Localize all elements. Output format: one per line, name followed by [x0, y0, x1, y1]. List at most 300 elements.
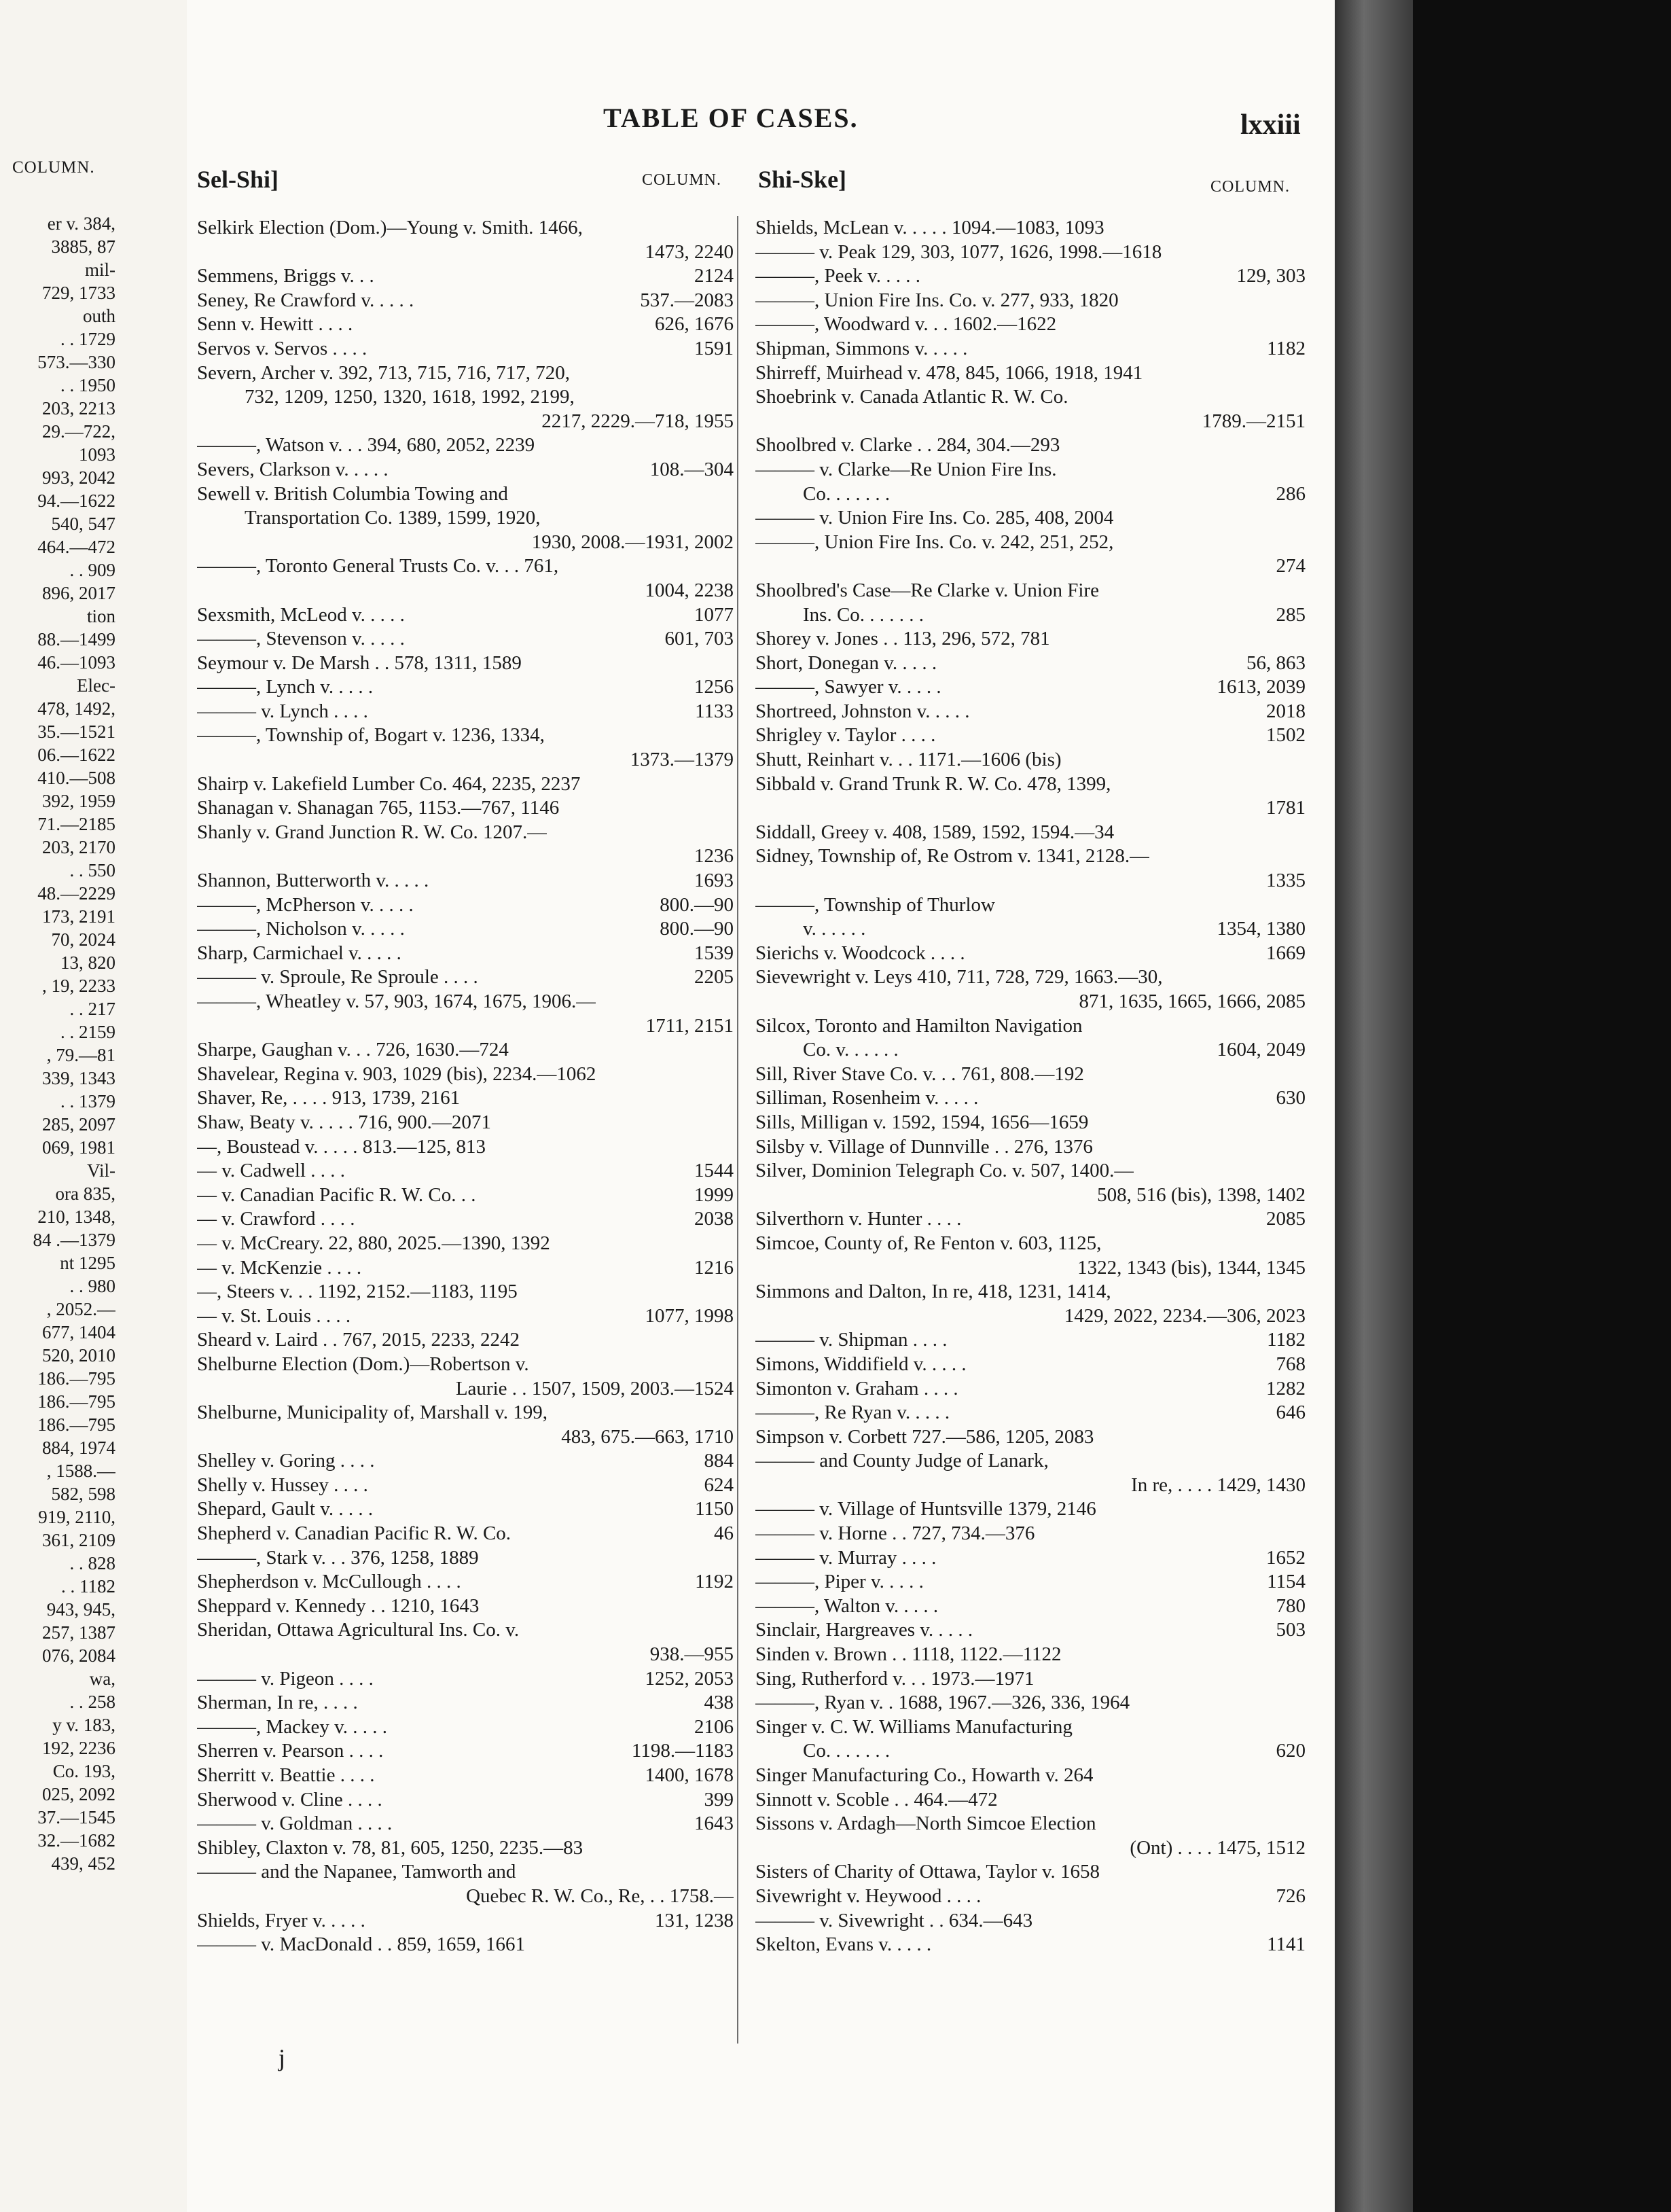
- facing-page-line: , 2052.—: [46, 1299, 115, 1319]
- case-entry: [197, 1909, 734, 1933]
- case-entry: [197, 289, 734, 313]
- case-continuation: Ins. Co. . . . . . .: [803, 603, 924, 626]
- case-title: Sharp, Carmichael v. . . . .: [197, 942, 401, 964]
- column-reference: 620: [1276, 1740, 1306, 1762]
- signature-mark: j: [278, 2044, 286, 2071]
- case-entry: [755, 1885, 1306, 1909]
- facing-page-line: . . 980: [69, 1276, 115, 1296]
- facing-page-line: wa,: [89, 1669, 115, 1689]
- facing-page-line: . . 1379: [60, 1091, 115, 1111]
- column-reference: 1604, 2049: [1217, 1039, 1306, 1061]
- case-entry: [755, 1546, 1306, 1571]
- case-title: Servos v. Servos . . . .: [197, 337, 367, 359]
- case-title: Sheppard v. Kennedy . . 1210, 1643: [197, 1594, 480, 1617]
- facing-page-line: , 1588.—: [46, 1461, 115, 1481]
- case-entry: [755, 1401, 1306, 1425]
- column-reference: 1133: [695, 700, 734, 722]
- leader-space: [478, 965, 687, 990]
- case-title: Short, Donegan v. . . . .: [755, 652, 937, 674]
- leader-space: [374, 264, 687, 289]
- case-title: Sinnott v. Scoble . . 464.—472: [755, 1788, 998, 1810]
- facing-page-line: . . 1182: [61, 1576, 115, 1596]
- column-reference: 2038: [694, 1208, 734, 1230]
- leader-space: [924, 1570, 1260, 1594]
- column-reference: 1591: [694, 337, 734, 359]
- case-entry: [197, 361, 734, 434]
- case-entry: [197, 313, 734, 337]
- column-reference: 1077: [694, 603, 734, 626]
- column-reference: 56, 863: [1246, 652, 1306, 674]
- case-title: ———, Walton v. . . . .: [755, 1594, 939, 1617]
- facing-page-line: 339, 1343: [42, 1068, 115, 1088]
- case-entry: [197, 796, 734, 821]
- case-entry: [755, 1860, 1306, 1885]
- column-divider: [737, 216, 738, 2044]
- case-title: Severs, Clarkson v. . . . .: [197, 458, 389, 480]
- case-title: Shepherdson v. McCullough . . . .: [197, 1571, 461, 1593]
- case-entry: [755, 844, 1306, 893]
- facing-page-line: 729, 1733: [42, 283, 115, 303]
- case-continuation: 1236: [694, 845, 734, 868]
- case-title: ——— v. Peak 129, 303, 1077, 1626, 1998.—1618: [755, 240, 1162, 263]
- case-entry: [755, 531, 1306, 579]
- facing-page-line: 06.—1622: [37, 745, 115, 765]
- case-entry: [755, 1812, 1306, 1860]
- leader-space: [1079, 482, 1269, 507]
- case-continuation: Co. . . . . . .: [803, 1740, 891, 1762]
- case-title: ———, Toronto General Trusts Co. v. . . 761,: [197, 555, 559, 577]
- leader-space: [965, 942, 1259, 966]
- leader-space: [920, 264, 1230, 289]
- facing-page-line: . . 2159: [60, 1022, 115, 1042]
- case-continuation: 1335: [1266, 870, 1306, 892]
- facing-page-line: 192, 2236: [42, 1738, 115, 1758]
- facing-page-fragment: [0, 0, 187, 2212]
- case-continuation: In re, . . . . 1429, 1430: [1131, 1474, 1306, 1496]
- facing-page-line: 186.—795: [37, 1414, 115, 1435]
- case-entry: [197, 1764, 734, 1788]
- leader-space: [367, 337, 687, 361]
- case-title: ——— v. Village of Huntsville 1379, 2146: [755, 1498, 1096, 1520]
- case-title: Shavelear, Regina v. 903, 1029 (bis), 2234.—1062: [197, 1063, 596, 1085]
- facing-page-line: 186.—795: [37, 1368, 115, 1389]
- facing-page-line: 582, 598: [51, 1484, 115, 1504]
- case-entry: [755, 579, 1306, 627]
- case-entry: [197, 433, 734, 458]
- case-title: ———, Peek v. . . . .: [755, 265, 920, 287]
- case-title: ———, Piper v. . . . .: [755, 1571, 924, 1593]
- case-title: Silcox, Toronto and Hamilton Navigation: [755, 1014, 1083, 1037]
- leader-space: [937, 652, 1240, 676]
- facing-page-line: 48.—2229: [37, 883, 115, 904]
- case-entry: [755, 1063, 1306, 1087]
- case-title: — v. Canadian Pacific R. W. Co. . .: [197, 1183, 476, 1206]
- case-title: ——— v. Goldman . . . .: [197, 1813, 393, 1835]
- case-entry: [755, 965, 1306, 1014]
- case-title: Simcoe, County of, Re Fenton v. 603, 1125,: [755, 1232, 1102, 1254]
- case-entry: [197, 337, 734, 361]
- facing-page-line: 069, 1981: [42, 1137, 115, 1158]
- facing-page-line: 478, 1492,: [37, 698, 115, 719]
- case-entry: [755, 821, 1306, 845]
- column-reference: 800.—90: [660, 893, 734, 916]
- case-title: Shutt, Reinhart v. . . 1171.—1606 (bis): [755, 749, 1062, 771]
- column-reference: 646: [1276, 1402, 1306, 1424]
- facing-page-line: 285, 2097: [42, 1114, 115, 1135]
- case-title: Silverthorn v. Hunter . . . .: [755, 1208, 962, 1230]
- case-entry: [197, 264, 734, 289]
- column-reference: 768: [1276, 1353, 1306, 1375]
- case-entry: [755, 361, 1306, 386]
- case-title: Sievewright v. Leys 410, 711, 728, 729, 1663.—30,: [755, 966, 1163, 988]
- leader-space: [345, 1159, 687, 1183]
- case-entry: [197, 554, 734, 603]
- leader-space: [511, 1522, 707, 1546]
- column-reference: 624: [704, 1474, 734, 1496]
- page-number: lxxiii: [1240, 109, 1301, 141]
- column-reference: 780: [1276, 1594, 1306, 1617]
- case-title: Shoolbred v. Clarke . . 284, 304.—293: [755, 434, 1060, 457]
- case-title: ———, Nicholson v. . . . .: [197, 918, 405, 940]
- case-continuation: 1004, 2238: [645, 579, 734, 601]
- case-title: ———, Union Fire Ins. Co. v. 277, 933, 1820: [755, 289, 1119, 311]
- leader-space: [373, 675, 687, 700]
- column-reference: 1182: [1267, 1329, 1306, 1351]
- facing-page-line: Vil-: [87, 1160, 115, 1181]
- case-title: Shortreed, Johnston v. . . . .: [755, 700, 970, 722]
- facing-page-line: 29.—722,: [42, 421, 115, 442]
- leader-space: [981, 1885, 1269, 1909]
- case-entry: [755, 1764, 1306, 1788]
- case-title: Shelburne, Municipality of, Marshall v. 199,: [197, 1402, 548, 1424]
- page-title: TABLE OF CASES.: [603, 103, 859, 133]
- column-reference: 1693: [694, 870, 734, 892]
- leader-space: [382, 1788, 698, 1813]
- case-entry: [755, 1715, 1306, 1764]
- column-reference: 1256: [694, 676, 734, 698]
- leader-space: [950, 1401, 1269, 1425]
- case-entry: [197, 1207, 734, 1232]
- leader-space: [405, 603, 687, 628]
- case-entry: [755, 1667, 1306, 1692]
- case-title: Silsby v. Village of Dunnville . . 276, 1376: [755, 1135, 1093, 1158]
- case-entry: [197, 458, 734, 482]
- leader-space: [368, 1474, 698, 1498]
- case-entry: [197, 1570, 734, 1594]
- case-entry: [197, 1304, 734, 1329]
- case-entry: [197, 482, 734, 555]
- case-title: — v. Crawford . . . .: [197, 1208, 355, 1230]
- case-entry: [197, 1232, 734, 1256]
- case-title: — v. McCreary. 22, 880, 2025.—1390, 1392: [197, 1232, 550, 1254]
- facing-page-line: 884, 1974: [42, 1438, 115, 1458]
- leader-space: [973, 1618, 1269, 1643]
- case-continuation: 1781: [1266, 797, 1306, 819]
- case-title: Selkirk Election (Dom.)—Young v. Smith. 1466,: [197, 217, 583, 238]
- column-reference: 399: [704, 1788, 734, 1810]
- facing-page-line: 37.—1545: [37, 1807, 115, 1827]
- case-continuation: Laurie . . 1507, 1509, 2003.—1524: [455, 1377, 734, 1399]
- case-entry: [197, 942, 734, 966]
- case-title: ———, Sawyer v. . . . .: [755, 676, 941, 698]
- leader-space: [970, 700, 1260, 724]
- facing-page-line: ora 835,: [55, 1183, 115, 1204]
- case-entry: [197, 1353, 734, 1401]
- facing-page-line: 46.—1093: [37, 652, 115, 673]
- case-entry: [197, 1618, 734, 1666]
- case-entry: [755, 1691, 1306, 1715]
- case-entry: [755, 1909, 1306, 1933]
- facing-page-line: 210, 1348,: [37, 1207, 115, 1227]
- leader-space: [1038, 917, 1210, 942]
- case-entry: [755, 1232, 1306, 1280]
- case-title: Simmons and Dalton, In re, 418, 1231, 1414,: [755, 1281, 1111, 1303]
- case-entry: [197, 1280, 734, 1304]
- case-title: Shibley, Claxton v. 78, 81, 605, 1250, 2235.—83: [197, 1836, 583, 1859]
- column-reference: 1141: [1267, 1933, 1306, 1956]
- facing-page-line: Elec-: [77, 675, 115, 696]
- facing-page-line: 84 .—1379: [33, 1230, 115, 1250]
- case-title: Shairp v. Lakefield Lumber Co. 464, 2235, 2237: [197, 772, 581, 795]
- case-continuation: Transportation Co. 1389, 1599, 1920,: [245, 507, 541, 529]
- leader-space: [414, 289, 633, 313]
- leader-space: [414, 893, 653, 918]
- case-entry: [197, 1449, 734, 1474]
- leader-space: [967, 1353, 1270, 1377]
- facing-page-line: 993, 2042: [42, 467, 115, 488]
- case-entry: [755, 748, 1306, 772]
- column-reference: 2085: [1266, 1208, 1306, 1230]
- leader-space: [1079, 1739, 1269, 1764]
- leader-space: [405, 917, 653, 942]
- case-continuation: 871, 1635, 1665, 1666, 2085: [1079, 991, 1306, 1012]
- facing-page-line: 203, 2170: [42, 837, 115, 857]
- case-entry: [755, 675, 1306, 700]
- case-entry: [755, 216, 1306, 240]
- case-entry: [197, 652, 734, 676]
- column-reference: 2205: [694, 966, 734, 988]
- case-entry: [197, 1401, 734, 1449]
- facing-page-line: er v. 384,: [47, 213, 115, 234]
- leader-space: [935, 724, 1259, 748]
- case-entry: [755, 1111, 1306, 1135]
- case-title: ——— v. Shipman . . . .: [755, 1329, 948, 1351]
- column-reference: 1502: [1266, 724, 1306, 747]
- case-entry: [755, 1353, 1306, 1377]
- case-title: ———, McPherson v. . . . .: [197, 893, 414, 916]
- case-entry: [197, 1135, 734, 1160]
- case-title: ———, Township of, Bogart v. 1236, 1334,: [197, 724, 545, 747]
- column-reference: 1216: [694, 1256, 734, 1279]
- column-reference: 1198.—1183: [631, 1740, 734, 1762]
- facing-page-line: 88.—1499: [37, 629, 115, 649]
- case-entry: [755, 1135, 1306, 1160]
- case-title: ——— v. Murray . . . .: [755, 1546, 937, 1569]
- column-reference: 46: [714, 1522, 734, 1545]
- case-title: — v. St. Louis . . . .: [197, 1304, 351, 1327]
- case-title: ———, Stevenson v. . . . .: [197, 628, 405, 650]
- case-title: Shanly v. Grand Junction R. W. Co. 1207.—: [197, 821, 547, 843]
- case-entry: [197, 1063, 734, 1087]
- case-title: Sibbald v. Grand Trunk R. W. Co. 478, 1399,: [755, 772, 1111, 795]
- case-entry: [197, 1546, 734, 1571]
- column-reference: 503: [1276, 1619, 1306, 1641]
- column-reference: 1354, 1380: [1217, 918, 1306, 940]
- leader-space: [365, 1909, 648, 1933]
- facing-page-text: [0, 212, 115, 1875]
- case-continuation: 732, 1209, 1250, 1320, 1618, 1992, 2199,: [245, 386, 575, 408]
- column-reference: 438: [704, 1692, 734, 1714]
- case-title: —, Boustead v. . . . . 813.—125, 813: [197, 1135, 486, 1158]
- case-title: Shelly v. Hussey . . . .: [197, 1474, 368, 1496]
- case-title: Seney, Re Crawford v. . . . .: [197, 289, 414, 311]
- case-entry: [197, 1691, 734, 1715]
- case-entry: [755, 772, 1306, 821]
- column-reference: 800.—90: [660, 918, 734, 940]
- column-reference: 108.—304: [649, 458, 734, 480]
- case-entry: [755, 1522, 1306, 1546]
- case-entry: [755, 289, 1306, 313]
- case-title: Shields, McLean v. . . . . 1094.—1083, 1093: [755, 217, 1104, 238]
- facing-page-line: tion: [86, 606, 115, 626]
- case-title: Sherritt v. Beattie . . . .: [197, 1764, 375, 1786]
- case-title: ——— v. MacDonald . . 859, 1659, 1661: [197, 1933, 526, 1956]
- leader-space: [351, 1304, 638, 1329]
- case-entry: [755, 1594, 1306, 1619]
- leader-space: [461, 1570, 688, 1594]
- facing-page-line: . . 217: [69, 999, 115, 1019]
- column-reference: 601, 703: [664, 628, 734, 650]
- case-title: Sills, Milligan v. 1592, 1594, 1656—1659: [755, 1111, 1089, 1133]
- case-title: Sinclair, Hargreaves v. . . . .: [755, 1619, 973, 1641]
- case-entry: [197, 893, 734, 918]
- case-entry: [197, 1715, 734, 1740]
- right-column: [755, 216, 1306, 1957]
- case-entry: [755, 627, 1306, 652]
- case-title: ——— v. Sivewright . . 634.—643: [755, 1909, 1033, 1931]
- case-title: Shannon, Butterworth v. . . . .: [197, 870, 429, 892]
- case-title: Siddall, Greey v. 408, 1589, 1592, 1594.—34: [755, 821, 1115, 843]
- facing-page-line: 025, 2092: [42, 1784, 115, 1804]
- case-continuation: Quebec R. W. Co., Re, . . 1758.—: [466, 1885, 734, 1907]
- case-title: Sisters of Charity of Ottawa, Taylor v. 1658: [755, 1861, 1100, 1883]
- case-entry: [755, 942, 1306, 966]
- case-entry: [755, 1643, 1306, 1667]
- case-entry: [755, 1933, 1306, 1957]
- leader-space: [373, 1497, 688, 1522]
- case-entry: [755, 1570, 1306, 1594]
- column-reference: 286: [1276, 482, 1306, 505]
- case-continuation: 938.—955: [649, 1643, 734, 1666]
- leader-space: [361, 1256, 687, 1281]
- leader-space: [401, 942, 687, 966]
- facing-page-line: 173, 2191: [42, 906, 115, 927]
- case-title: Sinden v. Brown . . 1118, 1122.—1122: [755, 1643, 1062, 1666]
- facing-page-line: 35.—1521: [37, 721, 115, 742]
- case-title: ———, Watson v. . . 394, 680, 2052, 2239: [197, 434, 535, 457]
- case-entry: [197, 1860, 734, 1908]
- column-reference: 1282: [1266, 1377, 1306, 1399]
- case-entry: [197, 869, 734, 893]
- facing-page-line: , 19, 2233: [42, 976, 115, 996]
- column-reference: 726: [1276, 1885, 1306, 1907]
- case-continuation: 1473, 2240: [645, 240, 734, 263]
- case-title: ———, Ryan v. . 1688, 1967.—326, 336, 1964: [755, 1692, 1130, 1714]
- case-entry: [755, 1280, 1306, 1328]
- case-title: ——— v. Sproule, Re Sproule . . . .: [197, 966, 478, 988]
- facing-page-line: 203, 2213: [42, 398, 115, 418]
- case-title: Shanagan v. Shanagan 765, 1153.—767, 1146: [197, 797, 560, 819]
- case-continuation: 1373.—1379: [630, 749, 734, 771]
- facing-page-line: 520, 2010: [42, 1345, 115, 1366]
- column-reference: 884: [704, 1450, 734, 1472]
- facing-page-line: . . 550: [69, 860, 115, 880]
- column-reference: 1182: [1267, 337, 1306, 359]
- column-reference: 1150: [695, 1498, 734, 1520]
- case-entry: [197, 675, 734, 700]
- leader-space: [941, 675, 1210, 700]
- case-entry: [197, 1739, 734, 1764]
- left-column: [197, 216, 734, 1957]
- case-entry: [197, 1836, 734, 1861]
- case-entry: [755, 893, 1306, 942]
- leader-space: [1096, 603, 1269, 628]
- case-title: Shorey v. Jones . . 113, 296, 572, 781: [755, 628, 1050, 650]
- leader-space: [374, 1667, 639, 1692]
- case-title: Severn, Archer v. 392, 713, 715, 716, 717, 720,: [197, 361, 571, 384]
- case-entry: [197, 1594, 734, 1619]
- facing-page-line: 361, 2109: [42, 1530, 115, 1550]
- column-reference: 2018: [1266, 700, 1306, 722]
- case-title: Singer Manufacturing Co., Howarth v. 264: [755, 1764, 1094, 1786]
- column-reference: 630: [1276, 1087, 1306, 1109]
- case-continuation: 1930, 2008.—1931, 2002: [531, 531, 734, 553]
- leader-space: [958, 1377, 1259, 1402]
- case-entry: [755, 458, 1306, 506]
- case-entry: [197, 1256, 734, 1281]
- case-continuation: (Ont) . . . . 1475, 1512: [1130, 1836, 1306, 1859]
- case-entry: [197, 1497, 734, 1522]
- case-entry: [197, 1038, 734, 1063]
- facing-page-line: 392, 1959: [42, 791, 115, 811]
- leader-space: [375, 1449, 698, 1474]
- leader-space: [392, 1812, 687, 1836]
- case-title: Shields, Fryer v. . . . .: [197, 1909, 365, 1931]
- case-entry: [755, 1788, 1306, 1813]
- case-entry: [755, 506, 1306, 531]
- case-entry: [197, 1667, 734, 1692]
- facing-page-line: . . 1729: [60, 329, 115, 349]
- case-title: Simonton v. Graham . . . .: [755, 1377, 958, 1399]
- leader-space: [978, 1086, 1269, 1111]
- facing-page-line: . . 258: [69, 1692, 115, 1712]
- case-title: Sheridan, Ottawa Agricultural Ins. Co. v.: [197, 1619, 520, 1641]
- case-title: Shrigley v. Taylor . . . .: [755, 724, 936, 747]
- facing-page-line: 943, 945,: [46, 1599, 115, 1620]
- case-title: Seymour v. De Marsh . . 578, 1311, 1589: [197, 652, 522, 674]
- case-entry: [755, 1207, 1306, 1232]
- facing-page-line: 896, 2017: [42, 583, 115, 603]
- case-continuation: 483, 675.—663, 1710: [561, 1425, 734, 1448]
- facing-page-line: 13, 820: [60, 952, 115, 973]
- case-continuation: 274: [1276, 555, 1306, 577]
- case-entry: [197, 1788, 734, 1813]
- leader-space: [429, 869, 687, 893]
- leader-space: [358, 1691, 698, 1715]
- leader-space: [387, 1715, 687, 1740]
- case-title: ———, Mackey v. . . . .: [197, 1715, 388, 1738]
- facing-page-column-label: COLUMN.: [12, 158, 95, 177]
